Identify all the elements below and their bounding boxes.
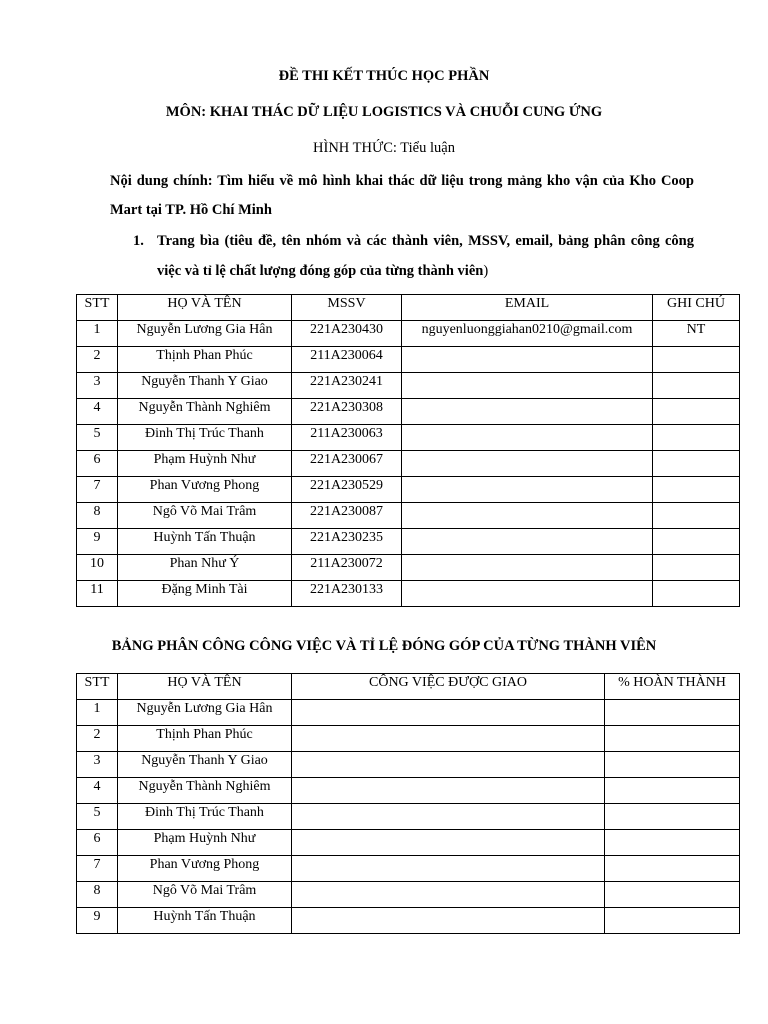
cell-task: [292, 700, 605, 726]
cell-percent: [605, 804, 740, 830]
cell-task: [292, 908, 605, 934]
table-row: [77, 856, 740, 882]
table-row: [77, 321, 740, 347]
header-name: HỌ VÀ TÊN: [118, 674, 292, 700]
cell-stt: 1: [77, 700, 118, 726]
cell-note: [653, 503, 740, 529]
members-table: [76, 294, 740, 607]
cell-stt: 4: [77, 399, 118, 425]
cell-percent: [605, 726, 740, 752]
cell-mssv: 221A230087: [292, 503, 402, 529]
header-note: GHI CHÚ: [653, 295, 740, 321]
cell-note: [653, 555, 740, 581]
format-label: HÌNH THỨC:: [313, 140, 397, 156]
exam-title: ĐỀ THI KẾT THÚC HỌC PHẦN: [278, 68, 490, 84]
cell-name: Đinh Thị Trúc Thanh: [118, 804, 292, 830]
subject-title: MÔN: KHAI THÁC DỮ LIỆU LOGISTICS VÀ CHUỖI CUNG ỨNG: [165, 104, 603, 120]
cell-stt: 7: [77, 477, 118, 503]
table-row: [77, 425, 740, 451]
table-row: [77, 373, 740, 399]
table-header-row: [77, 295, 740, 321]
cell-email: [402, 503, 653, 529]
cell-email: [402, 399, 653, 425]
cell-mssv: 221A230308: [292, 399, 402, 425]
cell-mssv: 221A230067: [292, 451, 402, 477]
cell-stt: 9: [77, 908, 118, 934]
cell-note: NT: [653, 321, 740, 347]
cell-percent: [605, 882, 740, 908]
table-row: [77, 830, 740, 856]
cell-task: [292, 752, 605, 778]
cell-stt: 8: [77, 882, 118, 908]
cell-stt: 11: [77, 581, 118, 607]
cell-name: Nguyễn Thanh Y Giao: [118, 752, 292, 778]
list-item-body: Trang bìa (tiêu đề, tên nhóm và các thành viên, MSSV, email, bảng phân công công việc và tỉ lệ chất lượng đóng góp của từng thành viên: [157, 233, 694, 279]
list-item-1: [133, 226, 694, 286]
header-email: EMAIL: [402, 295, 653, 321]
cell-mssv: 211A230064: [292, 347, 402, 373]
cell-name: Phan Vương Phong: [118, 856, 292, 882]
cell-name: Ngô Võ Mai Trâm: [118, 882, 292, 908]
table-row: [77, 347, 740, 373]
table-row: [77, 451, 740, 477]
cell-stt: 2: [77, 347, 118, 373]
cell-task: [292, 804, 605, 830]
table-row: [77, 726, 740, 752]
table-row: [77, 555, 740, 581]
cell-email: [402, 347, 653, 373]
cell-stt: 6: [77, 830, 118, 856]
cell-name: Phan Vương Phong: [118, 477, 292, 503]
cell-mssv: 221A230133: [292, 581, 402, 607]
cell-name: Phan Như Ý: [118, 555, 292, 581]
assignment-table: [76, 673, 740, 934]
table-row: [77, 503, 740, 529]
cell-name: Phạm Huỳnh Như: [118, 451, 292, 477]
cell-note: [653, 477, 740, 503]
cell-name: Nguyễn Thành Nghiêm: [118, 778, 292, 804]
cell-email: nguyenluonggiahan0210@gmail.com: [402, 321, 653, 347]
table-row: [77, 529, 740, 555]
cell-note: [653, 581, 740, 607]
cell-percent: [605, 830, 740, 856]
cell-note: [653, 347, 740, 373]
cell-name: Nguyễn Thành Nghiêm: [118, 399, 292, 425]
cell-stt: 4: [77, 778, 118, 804]
cell-percent: [605, 752, 740, 778]
table-row: [77, 581, 740, 607]
cell-task: [292, 830, 605, 856]
cell-percent: [605, 908, 740, 934]
header-stt: STT: [77, 295, 118, 321]
cell-stt: 5: [77, 425, 118, 451]
cell-task: [292, 726, 605, 752]
table-row: [77, 700, 740, 726]
cell-email: [402, 555, 653, 581]
cell-email: [402, 425, 653, 451]
cell-stt: 1: [77, 321, 118, 347]
cell-stt: 8: [77, 503, 118, 529]
header-percent: % HOÀN THÀNH: [605, 674, 740, 700]
cell-name: Đinh Thị Trúc Thanh: [118, 425, 292, 451]
cell-name: Nguyễn Thanh Y Giao: [118, 373, 292, 399]
cell-stt: 3: [77, 373, 118, 399]
header-task: CÔNG VIỆC ĐƯỢC GIAO: [292, 674, 605, 700]
format-value: Tiểu luận: [400, 140, 455, 156]
cell-task: [292, 856, 605, 882]
cell-email: [402, 477, 653, 503]
cell-stt: 3: [77, 752, 118, 778]
cell-stt: 10: [77, 555, 118, 581]
cell-percent: [605, 856, 740, 882]
header-name: HỌ VÀ TÊN: [118, 295, 292, 321]
table-row: [77, 908, 740, 934]
cell-name: Huỳnh Tấn Thuận: [118, 529, 292, 555]
assignment-section-title: BẢNG PHÂN CÔNG CÔNG VIỆC VÀ TỈ LỆ ĐÓNG GÓP CỦA TỪNG THÀNH VIÊN: [111, 638, 657, 654]
table-row: [77, 477, 740, 503]
cell-email: [402, 451, 653, 477]
cell-name: Thịnh Phan Phúc: [118, 347, 292, 373]
cell-note: [653, 399, 740, 425]
cell-stt: 5: [77, 804, 118, 830]
main-content-paragraph: Nội dung chính: Tìm hiểu về mô hình khai thác dữ liệu trong mảng kho vận của Kho Coop Mart tại TP. Hồ Chí Minh: [110, 173, 694, 218]
table-row: [77, 752, 740, 778]
cell-email: [402, 581, 653, 607]
cell-task: [292, 882, 605, 908]
cell-mssv: 211A230072: [292, 555, 402, 581]
cell-name: Phạm Huỳnh Như: [118, 830, 292, 856]
cell-stt: 2: [77, 726, 118, 752]
cell-name: Ngô Võ Mai Trâm: [118, 503, 292, 529]
cell-stt: 6: [77, 451, 118, 477]
cell-percent: [605, 778, 740, 804]
cell-note: [653, 529, 740, 555]
cell-name: Nguyễn Lương Gia Hân: [118, 700, 292, 726]
cell-note: [653, 373, 740, 399]
cell-name: Nguyễn Lương Gia Hân: [118, 321, 292, 347]
cell-percent: [605, 700, 740, 726]
cell-name: Đặng Minh Tài: [118, 581, 292, 607]
cell-task: [292, 778, 605, 804]
cell-note: [653, 451, 740, 477]
list-item-number: 1.: [133, 233, 144, 249]
cell-email: [402, 529, 653, 555]
cell-name: Thịnh Phan Phúc: [118, 726, 292, 752]
list-item-text: [157, 226, 694, 286]
cell-mssv: 221A230529: [292, 477, 402, 503]
cell-stt: 7: [77, 856, 118, 882]
table-row: [77, 399, 740, 425]
cell-mssv: 211A230063: [292, 425, 402, 451]
cell-name: Huỳnh Tấn Thuận: [118, 908, 292, 934]
table-row: [77, 804, 740, 830]
cell-mssv: 221A230241: [292, 373, 402, 399]
table-row: [77, 778, 740, 804]
cell-email: [402, 373, 653, 399]
cell-mssv: 221A230235: [292, 529, 402, 555]
table-row: [77, 882, 740, 908]
header-stt: STT: [77, 674, 118, 700]
cell-note: [653, 425, 740, 451]
cell-stt: 9: [77, 529, 118, 555]
format-line: [0, 140, 768, 157]
list-item-close: ): [483, 263, 489, 279]
header-mssv: MSSV: [292, 295, 402, 321]
table-header-row: [77, 674, 740, 700]
cell-mssv: 221A230430: [292, 321, 402, 347]
